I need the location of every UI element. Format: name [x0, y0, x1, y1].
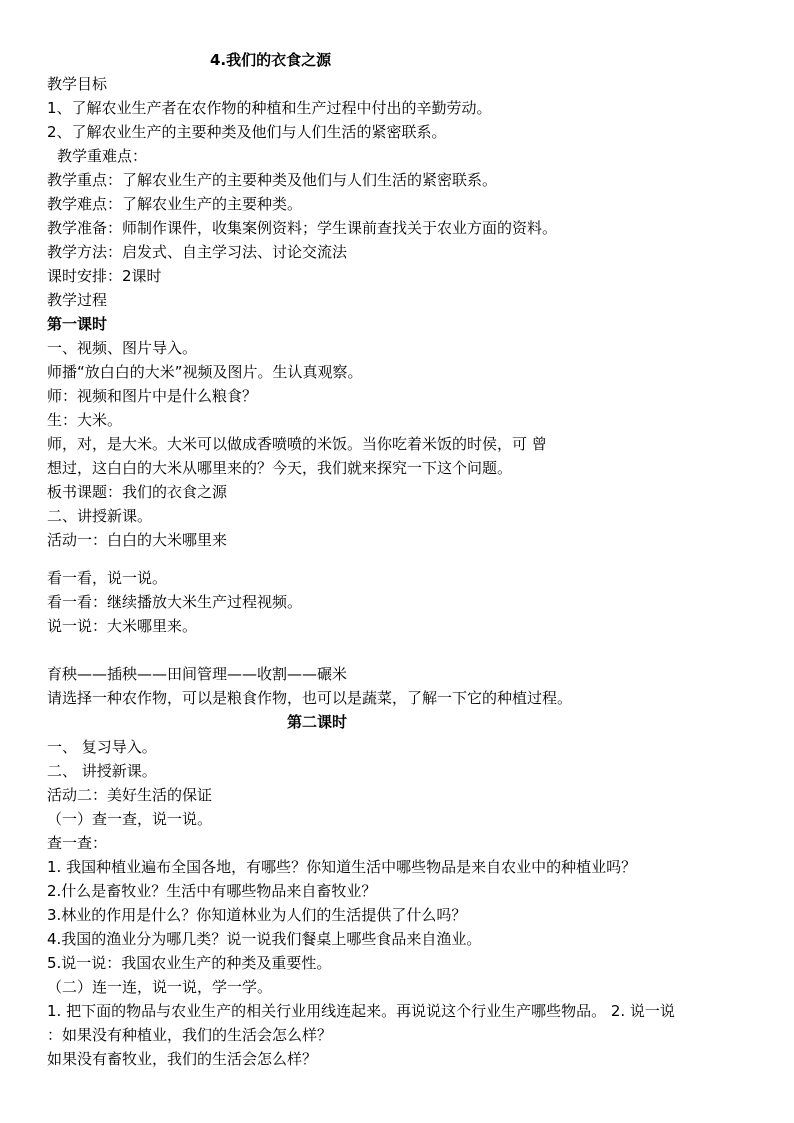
no-planting-line: ：如果没有种植业，我们的生活会怎么样？ — [47, 1026, 333, 1044]
check-heading-line: 查一查： — [47, 834, 108, 852]
section-heading-process: 教学过程 — [47, 291, 108, 309]
look-say-line: 看一看，说一说。 — [47, 569, 168, 587]
objective-item-2: 2、了解农业生产的主要种类及他们与人们生活的紧密联系。 — [47, 123, 447, 141]
difficulty-line: 教学难点：了解农业生产的主要种类。 — [47, 195, 303, 213]
preparation-line: 教学准备：师制作课件，收集案例资料；学生课前查找关于农业方面的资料。 — [47, 219, 558, 237]
section-heading-key-points: 教学重难点： — [57, 147, 148, 165]
step-intro-line: 一、视频、图片导入。 — [47, 339, 198, 357]
say-line: 说一说：大米哪里来。 — [47, 617, 198, 635]
question-5-line: 5.说一说：我国农业生产的种类及重要性。 — [47, 954, 332, 972]
no-husbandry-line: 如果没有畜牧业，我们的生活会怎么样？ — [47, 1050, 318, 1068]
question-2-line: 2.什么是畜牧业？生活中有哪些物品来自畜牧业？ — [47, 882, 377, 900]
match-task-line: 1. 把下面的物品与农业生产的相关行业用线连起来。再说说这个行业生产哪些物品。 2. 说一说 — [47, 1002, 675, 1020]
question-4-line: 4.我国的渔业分为哪几类？说一说我们餐桌上哪些食品来自渔业。 — [47, 930, 482, 948]
activity-one-heading: 活动一：白白的大米哪里来 — [47, 531, 228, 549]
method-line: 教学方法：启发式、自主学习法、讨论交流法 — [47, 243, 348, 261]
section-heading-objectives: 教学目标 — [47, 75, 108, 93]
objective-item-1: 1、了解农业生产者在农作物的种植和生产过程中付出的辛勤劳动。 — [47, 99, 492, 117]
look-line: 看一看：继续播放大米生产过程视频。 — [47, 593, 303, 611]
subsection-two-line: （二）连一连，说一说，学一学。 — [47, 978, 273, 996]
question-3-line: 3.林业的作用是什么？你知道林业为人们的生活提供了什么吗？ — [47, 906, 467, 924]
teacher-play-line: 师播“放白白的大米”视频及图片。生认真观察。 — [47, 363, 363, 381]
teacher-speech-line-1: 师，对，是大米。大米可以做成香喷喷的米饭。当你吃着米饭的时侯，可 曾 — [47, 435, 547, 453]
step-new-lesson-line: 二、讲授新课。 — [47, 507, 153, 525]
rice-process-line: 育秧——插秧——田间管理——收割——碾米 — [47, 665, 348, 683]
new-lesson-line: 二、 讲授新课。 — [47, 762, 157, 780]
board-title-line: 板书课题：我们的衣食之源 — [47, 483, 228, 501]
student-answer-line: 生：大米。 — [47, 411, 123, 429]
lesson-two-heading: 第二课时 — [287, 713, 348, 731]
teacher-speech-line-2: 想过，这白白的大米从哪里来的？今天，我们就来探究一下这个问题。 — [47, 459, 513, 477]
document-title: 4.我们的衣食之源 — [210, 51, 332, 69]
assignment-line: 请选择一种农作物，可以是粮食作物，也可以是蔬菜，了解一下它的种植过程。 — [47, 689, 573, 707]
review-line: 一、 复习导入。 — [47, 738, 157, 756]
subsection-one-line: （一）查一查，说一说。 — [47, 810, 213, 828]
lesson-one-heading: 第一课时 — [47, 315, 108, 333]
key-point-line: 教学重点：了解农业生产的主要种类及他们与人们生活的紧密联系。 — [47, 171, 498, 189]
schedule-line: 课时安排：2课时 — [47, 267, 162, 285]
question-1-line: 1. 我国种植业遍布全国各地，有哪些？你知道生活中哪些物品是来自农业中的种植业吗？ — [47, 858, 637, 876]
activity-two-heading: 活动二：美好生活的保证 — [47, 786, 213, 804]
teacher-question-line: 师：视频和图片中是什么粮食？ — [47, 387, 258, 405]
